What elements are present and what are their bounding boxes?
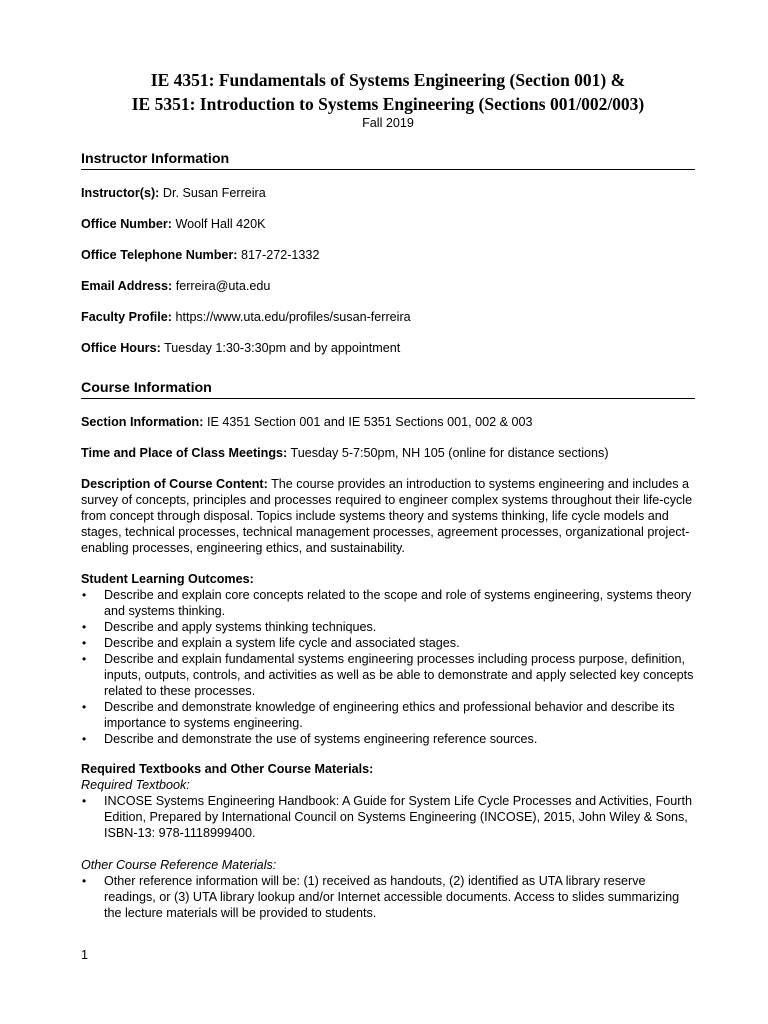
bullet-icon: • bbox=[82, 636, 87, 650]
field-label: Office Number: bbox=[81, 217, 172, 231]
section-info-field bbox=[81, 414, 695, 430]
list-item: • Describe and demonstrate the use of systems engineering reference sources. bbox=[82, 732, 538, 746]
other-materials-label: Other Course Reference Materials: bbox=[81, 858, 277, 872]
course-title-line-2: IE 5351: Introduction to Systems Engineering (Sections 001/002/003) bbox=[131, 94, 645, 114]
learning-outcomes-list bbox=[81, 587, 695, 747]
learning-outcomes-heading: Student Learning Outcomes: bbox=[81, 572, 254, 586]
field-label: Section Information: bbox=[81, 415, 204, 429]
office-number-field bbox=[81, 216, 695, 232]
bullet-icon: • bbox=[82, 588, 87, 602]
office-telephone-field bbox=[81, 247, 695, 263]
list-item: • Describe and explain fundamental systems engineering processes including process purpose, definition, inputs, outputs, controls, and activities as well as be able to demonstrate and apply selected key concepts related to these processes. bbox=[82, 652, 694, 698]
syllabus-page bbox=[81, 68, 695, 921]
bullet-icon: • bbox=[82, 732, 87, 746]
list-item: • Describe and explain a system life cycle and associated stages. bbox=[82, 636, 460, 650]
list-item: • Other reference information will be: (1) received as handouts, (2) identified as UTA library reserve readings, or (3) UTA library lookup and/or Internet accessible documents. Access to slides summarizing the lecture materials will be provided to students. bbox=[82, 874, 680, 920]
field-value: Tuesday 5-7:50pm, NH 105 (online for distance sections) bbox=[290, 446, 609, 460]
description-text: The course provides an introduction to systems engineering and includes a survey of concepts, principles and processes required to engineer complex systems throughout their life-cycle from concept through disposal. Topics include systems theory and systems thinking, life cycle models and stages, technical processes, technical management processes, agreement processes, organizational project-enabling processes, engineering ethics, and sustainability. bbox=[81, 477, 693, 555]
list-item: • INCOSE Systems Engineering Handbook: A Guide for System Life Cycle Processes and Activities, Fourth Edition, Prepared by International Council on Systems Engineering (INCOSE), 2015, John Wiley & Sons, ISBN-13: 978-1118999400. bbox=[82, 794, 692, 840]
list-item: • Describe and demonstrate knowledge of engineering ethics and professional behavior and describe its importance to systems engineering. bbox=[82, 700, 675, 730]
field-label: Office Telephone Number: bbox=[81, 248, 238, 262]
field-value: IE 4351 Section 001 and IE 5351 Sections 001, 002 & 003 bbox=[206, 415, 533, 429]
field-label: Time and Place of Class Meetings: bbox=[81, 446, 288, 460]
bullet-icon: • bbox=[82, 700, 87, 714]
required-textbook-label: Required Textbook: bbox=[81, 778, 190, 792]
faculty-profile-link[interactable]: https://www.uta.edu/profiles/susan-ferreira bbox=[175, 310, 411, 324]
instructor-field bbox=[81, 185, 695, 201]
field-value: Tuesday 1:30-3:30pm and by appointment bbox=[164, 341, 401, 355]
bullet-icon: • bbox=[82, 794, 87, 808]
faculty-profile-field bbox=[81, 309, 695, 325]
course-description bbox=[81, 476, 695, 556]
list-item: • Describe and apply systems thinking techniques. bbox=[82, 620, 377, 634]
field-value: Woolf Hall 420K bbox=[175, 217, 266, 231]
bullet-icon: • bbox=[82, 652, 87, 666]
field-label: Faculty Profile: bbox=[81, 310, 172, 324]
page-number: 1 bbox=[81, 948, 89, 962]
office-hours-field bbox=[81, 340, 695, 356]
term: Fall 2019 bbox=[362, 116, 414, 130]
field-value: Dr. Susan Ferreira bbox=[162, 186, 266, 200]
course-title-line-1: IE 4351: Fundamentals of Systems Engineering (Section 001) & bbox=[150, 70, 626, 90]
course-materials-heading: Required Textbooks and Other Course Materials: bbox=[81, 762, 374, 776]
list-item: • Describe and explain core concepts related to the scope and role of systems engineering, systems theory and systems thinking. bbox=[82, 588, 692, 618]
class-meetings-field bbox=[81, 445, 695, 461]
course-info-heading: Course Information bbox=[81, 379, 695, 399]
field-label: Description of Course Content: bbox=[81, 477, 268, 491]
instructor-info-heading: Instructor Information bbox=[81, 150, 695, 170]
field-label: Office Hours: bbox=[81, 341, 161, 355]
required-textbook-list bbox=[81, 793, 695, 841]
field-value: 817-272-1332 bbox=[241, 248, 320, 262]
field-label: Instructor(s): bbox=[81, 186, 160, 200]
bullet-icon: • bbox=[82, 620, 87, 634]
field-label: Email Address: bbox=[81, 279, 173, 293]
other-materials-list bbox=[81, 873, 695, 921]
email-link[interactable]: ferreira@uta.edu bbox=[175, 279, 271, 293]
email-field bbox=[81, 278, 695, 294]
bullet-icon: • bbox=[82, 874, 87, 888]
